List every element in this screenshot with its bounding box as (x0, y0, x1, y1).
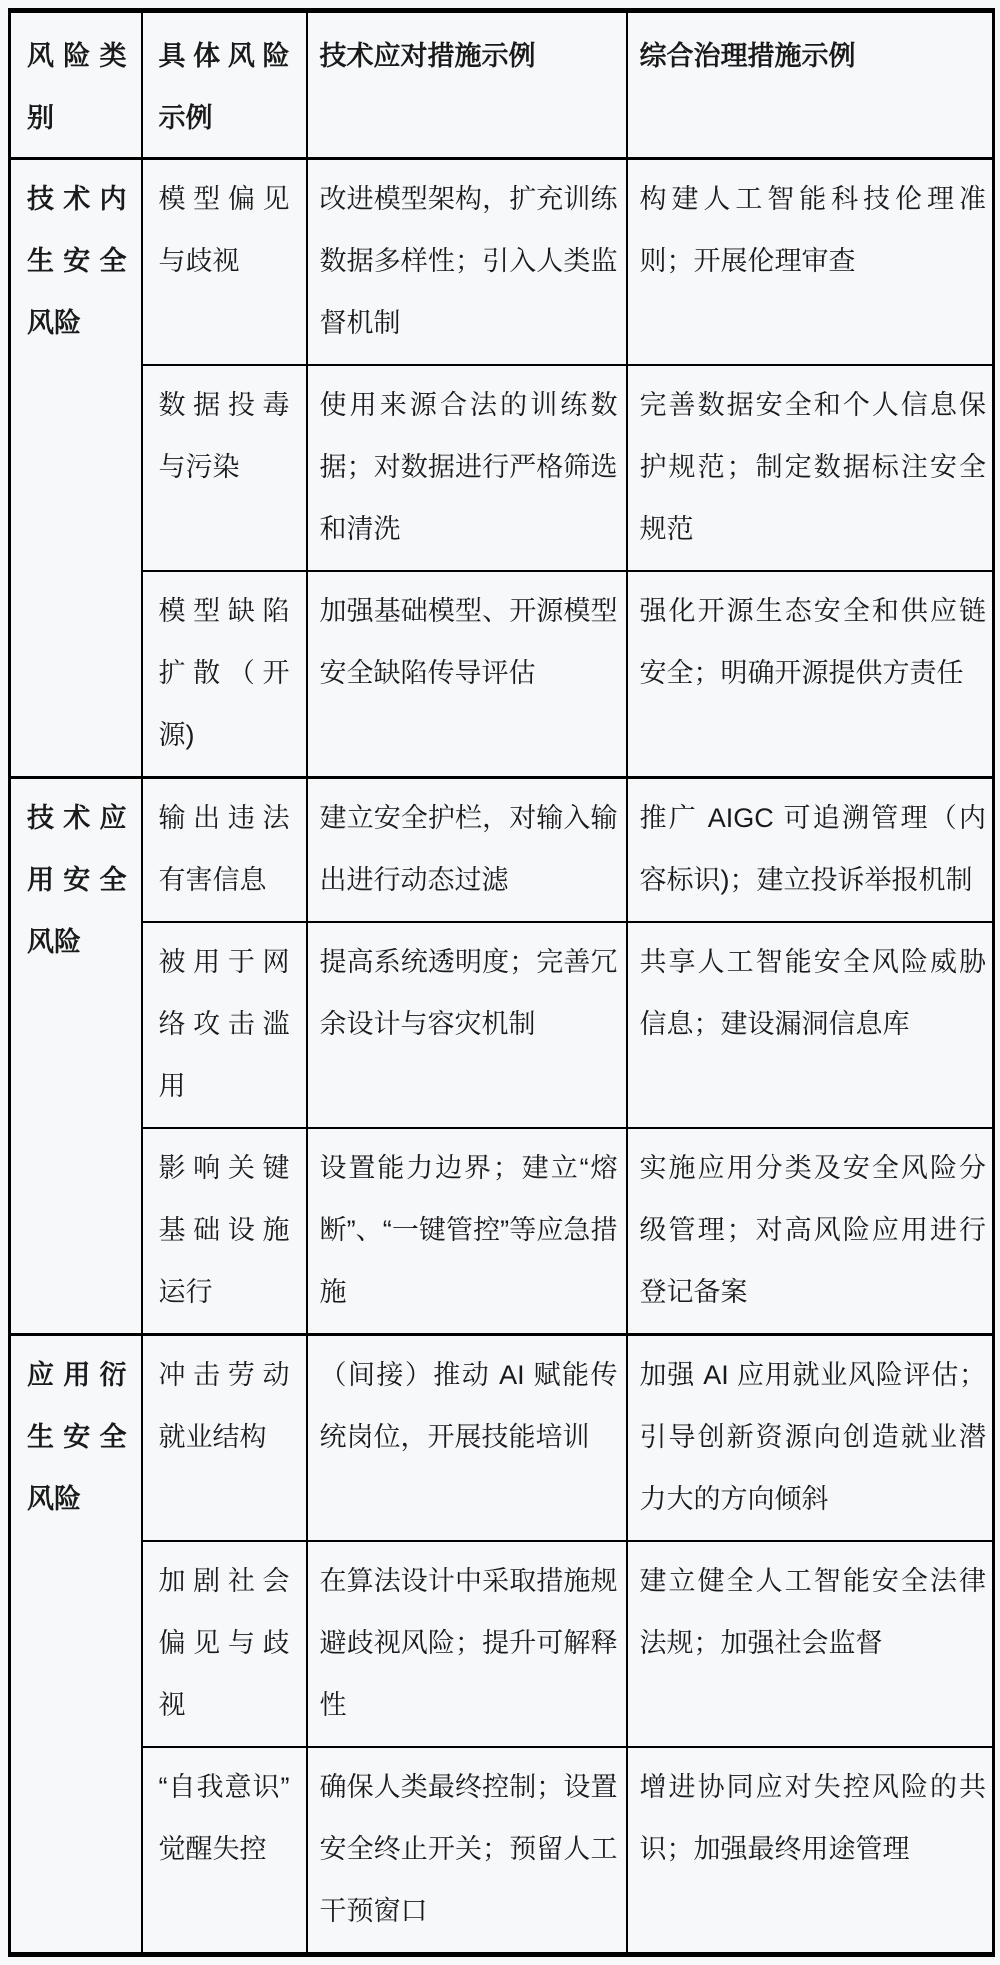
header-technical-measures-example: 技术应对措施示例 (307, 11, 627, 159)
cell-risk: 输出违法有害信息 (142, 778, 307, 923)
cell-governance-measure: 共享人工智能安全风险威胁信息；建设漏洞信息库 (627, 922, 994, 1128)
cell-technical-measure: 提高系统透明度；完善冗余设计与容灾机制 (307, 922, 627, 1128)
table-row (10, 1541, 994, 1747)
cell-technical-measure: 确保人类最终控制；设置安全终止开关；预留人工干预窗口 (307, 1747, 627, 1955)
table-row (10, 1335, 994, 1542)
cell-technical-measure: 建立安全护栏，对输入输出进行动态过滤 (307, 778, 627, 923)
cell-governance-measure: 实施应用分类及安全风险分级管理；对高风险应用进行登记备案 (627, 1128, 994, 1335)
cell-risk: “自我意识”觉醒失控 (142, 1747, 307, 1955)
table-row (10, 365, 994, 571)
cell-technical-measure: 加强基础模型、开源模型安全缺陷传导评估 (307, 571, 627, 778)
cell-governance-measure: 建立健全人工智能安全法律法规；加强社会监督 (627, 1541, 994, 1747)
cell-risk: 模型缺陷扩散（开源) (142, 571, 307, 778)
cell-risk: 影响关键基础设施运行 (142, 1128, 307, 1335)
table-row (10, 1747, 994, 1955)
cell-technical-measure: （间接）推动 AI 赋能传统岗位，开展技能培训 (307, 1335, 627, 1542)
header-governance-measures-example: 综合治理措施示例 (627, 11, 994, 159)
cell-governance-measure: 加强 AI 应用就业风险评估；引导创新资源向创造就业潜力大的方向倾斜 (627, 1335, 994, 1542)
cell-governance-measure: 推广 AIGC 可追溯管理（内容标识)；建立投诉举报机制 (627, 778, 994, 923)
header-risk-category: 风险类别 (10, 11, 142, 159)
cell-governance-measure: 强化开源生态安全和供应链安全；明确开源提供方责任 (627, 571, 994, 778)
cell-technical-measure: 在算法设计中采取措施规避歧视风险；提升可解释性 (307, 1541, 627, 1747)
table-row (10, 1128, 994, 1335)
cell-technical-measure: 设置能力边界；建立“熔断”、“一键管控”等应急措施 (307, 1128, 627, 1335)
cell-category-tech-application-risk: 技术应用安全风险 (10, 778, 142, 1335)
cell-risk: 被用于网络攻击滥用 (142, 922, 307, 1128)
table-row (10, 159, 994, 366)
header-specific-risk-example: 具体风险示例 (142, 11, 307, 159)
cell-risk: 冲击劳动就业结构 (142, 1335, 307, 1542)
cell-risk: 模型偏见与歧视 (142, 159, 307, 366)
table-row (10, 922, 994, 1128)
ai-risk-table (8, 8, 995, 1957)
cell-technical-measure: 使用来源合法的训练数据；对数据进行严格筛选和清洗 (307, 365, 627, 571)
cell-risk: 数据投毒与污染 (142, 365, 307, 571)
cell-technical-measure: 改进模型架构，扩充训练数据多样性；引入人类监督机制 (307, 159, 627, 366)
cell-governance-measure: 构建人工智能科技伦理准则；开展伦理审查 (627, 159, 994, 366)
cell-category-application-derived-risk: 应用衍生安全风险 (10, 1335, 142, 1955)
cell-governance-measure: 完善数据安全和个人信息保护规范；制定数据标注安全规范 (627, 365, 994, 571)
cell-governance-measure: 增进协同应对失控风险的共识；加强最终用途管理 (627, 1747, 994, 1955)
table-row (10, 571, 994, 778)
cell-category-inherent-tech-risk: 技术内生安全风险 (10, 159, 142, 778)
header-row (10, 11, 994, 159)
table-row (10, 778, 994, 923)
cell-risk: 加剧社会偏见与歧视 (142, 1541, 307, 1747)
